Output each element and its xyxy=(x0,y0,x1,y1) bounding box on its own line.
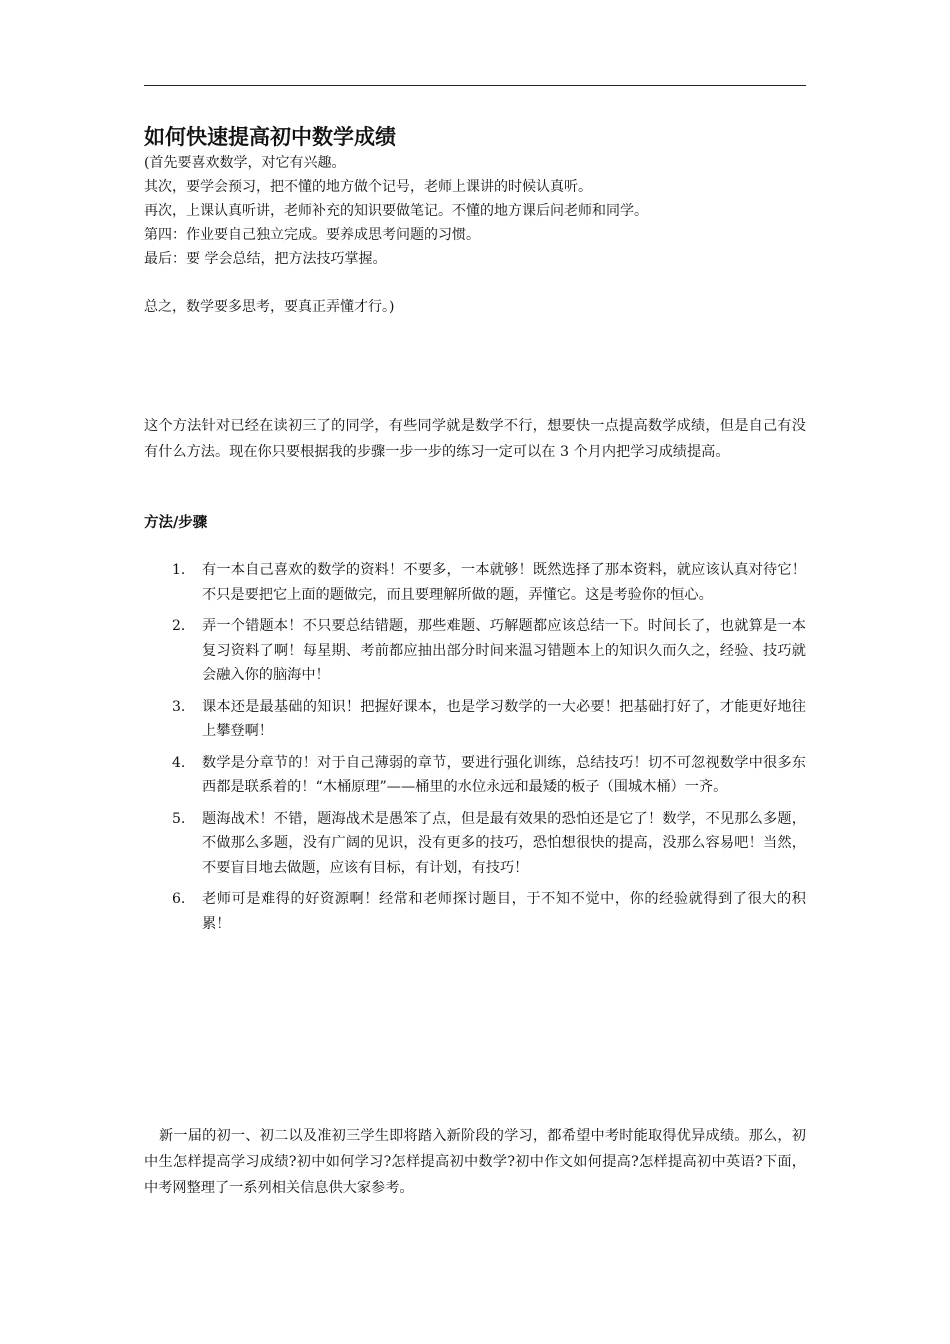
step-item xyxy=(144,887,806,936)
closing-paragraph: 新一届的初一、初二以及准初三学生即将踏入新阶段的学习，都希望中考时能取得优异成绩。那么，初中生怎样提高学习成绩?初中如何学习?怎样提高初中数学?初中作文如何提高?怎样提高初中英语?下面，中考网整理了一系列相关信息供大家参考。 xyxy=(144,1128,806,1196)
step-item xyxy=(144,751,806,800)
intro-spacer xyxy=(144,271,806,295)
step-text: 老师可是难得的好资源啊！经常和老师探讨题目，于不知不觉中，你的经验就得到了很大的积累！ xyxy=(202,891,806,932)
step-text: 弄一个错题本！不只要总结错题，那些难题、巧解题都应该总结一下。时间长了，也就算是一本复习资料了啊！每星期、考前都应抽出部分时间来温习错题本上的知识久而久之，经验、技巧就会融入你的脑海中！ xyxy=(202,618,806,683)
intro-line: 其次，要学会预习，把不懂的地方做个记号，老师上课讲的时候认真听。 xyxy=(144,179,592,195)
intro-block xyxy=(144,151,806,319)
steps-list xyxy=(144,558,806,943)
header-rule xyxy=(144,85,806,86)
step-item xyxy=(144,807,806,881)
intro-conclusion: 总之，数学要多思考，要真正弄懂才行。) xyxy=(144,299,395,315)
step-number: 2. xyxy=(172,618,186,634)
intro-line: 第四：作业要自己独立完成。要养成思考问题的习惯。 xyxy=(144,227,480,243)
step-number: 1. xyxy=(172,562,186,578)
step-number: 6. xyxy=(172,891,186,907)
step-number: 4. xyxy=(172,754,186,771)
step-item xyxy=(144,614,806,688)
step-text: 题海战术！不错，题海战术是愚笨了点，但是最有效果的恐怕还是它了！数学，不见那么多题，不做那么多题，没有广阔的见识，没有更多的技巧，恐怕想很快的提高，没那么容易吧！当然，不要盲目地去做题，应该有目标，有计划，有技巧！ xyxy=(202,810,806,876)
method-description-paragraph: 这个方法针对已经在读初三了的同学，有些同学就是数学不行，想要快一点提高数学成绩，但是自己有没有什么方法。现在你只要根据我的步骤一步一步的练习一定可以在 3 个月内把学习成绩提高。 xyxy=(144,418,806,460)
step-number: 3. xyxy=(172,698,186,715)
step-text: 课本还是最基础的知识！把握好课本，也是学习数学的一大必要！把基础打好了，才能更好地往上攀登啊！ xyxy=(202,698,806,739)
intro-line: 再次，上课认真听讲，老师补充的知识要做笔记。不懂的地方课后问老师和同学。 xyxy=(144,203,648,219)
step-item xyxy=(144,695,806,744)
steps-heading: 方法/步骤 xyxy=(144,514,208,531)
step-text: 数学是分章节的！对于自己薄弱的章节，要进行强化训练，总结技巧！切不可忽视数学中很多东西都是联系着的！“木桶原理”——桶里的水位永远和最矮的板子（围城木桶）一齐。 xyxy=(202,754,806,795)
step-text: 有一本自己喜欢的数学的资料！不要多，一本就够！既然选择了那本资料，就应该认真对待它！不只是要把它上面的题做完，而且要理解所做的题，弄懂它。这是考验你的恒心。 xyxy=(202,562,806,603)
document-title: 如何快速提高初中数学成绩 xyxy=(144,124,396,149)
intro-line: (首先要喜欢数学，对它有兴趣。 xyxy=(144,155,346,171)
intro-line: 最后：要 学会总结，把方法技巧掌握。 xyxy=(144,251,387,267)
step-item xyxy=(144,558,806,607)
step-number: 5. xyxy=(172,810,186,827)
